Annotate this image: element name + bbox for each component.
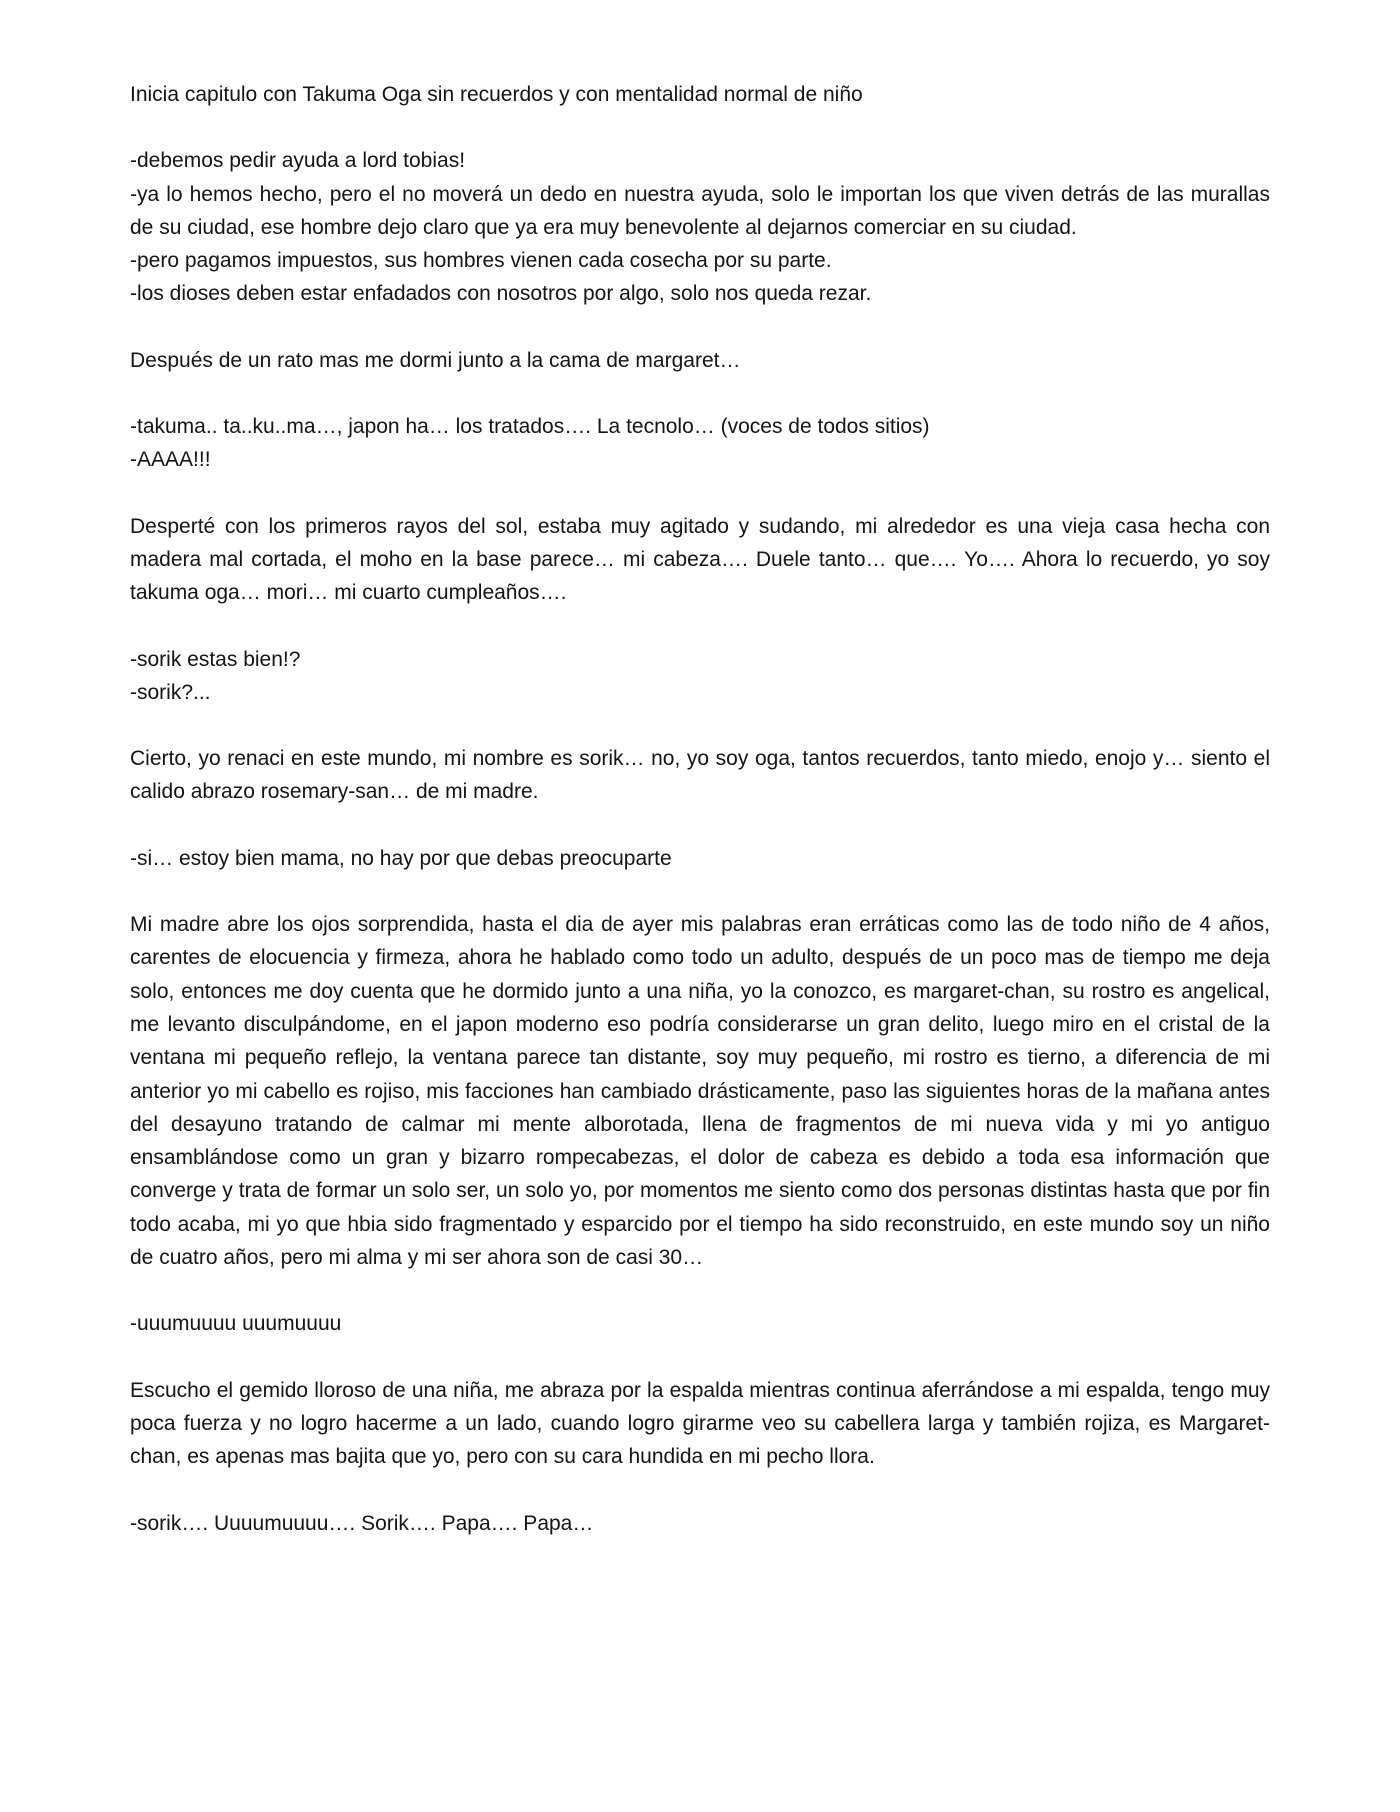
- dialogue-group-3: [130, 643, 1270, 710]
- dialogue-line: -debemos pedir ayuda a lord tobias!: [130, 149, 466, 173]
- dialogue-line: -uuumuuuu uuumuuuu: [130, 1312, 342, 1336]
- dialogue-line: -pero pagamos impuestos, sus hombres vienen cada cosecha por su parte.: [130, 249, 832, 273]
- dialogue-line: -sorik estas bien!?: [130, 647, 301, 671]
- dialogue-line: -los dioses deben estar enfadados con nosotros por algo, solo nos queda rezar.: [130, 282, 872, 306]
- dialogue-line: -takuma.. ta..ku..ma…, japon ha… los tratados…. La tecnolo… (voces de todos sitios): [130, 415, 930, 439]
- dialogue-line: -sorik…. Uuuumuuuu…. Sorik…. Papa…. Papa…: [130, 1511, 594, 1535]
- narration-paragraph: Mi madre abre los ojos sorprendida, hasta el dia de ayer mis palabras eran erráticas como las de todo niño de 4 años, carentes de elocuencia y firmeza, ahora he hablado como todo un adulto, después de un poco mas de tiempo me deja solo, entonces me doy cuenta que he dormido junto a una niña, yo la conozco, es margaret-chan, su rostro es angelical, me levanto disculpándome, en el japon moderno eso podría considerarse un gran delito, luego miro en el cristal de la ventana mi pequeño reflejo, la ventana parece tan distante, soy muy pequeño, mi rostro es tierno, a diferencia de mi anterior yo mi cabello es rojiso, mis facciones han cambiado drásticamente, paso las siguientes horas de la mañana antes del desayuno tratando de calmar mi mente alborotada, llena de fragmentos de mi nueva vida y mi yo antiguo ensamblándose como un gran y bizarro rompecabezas, el dolor de cabeza es debido a toda esa información que converge y trata de formar un solo ser, un solo yo, por momentos me siento como dos personas distintas hasta que por fin todo acaba, mi yo que hbia sido fragmentado y esparcido por el tiempo ha sido reconstruido, en este mundo soy un niño de cuatro años, pero mi alma y mi ser ahora son de casi 30…: [130, 913, 1270, 1270]
- chapter-note: Inicia capitulo con Takuma Oga sin recuerdos y con mentalidad normal de niño: [130, 83, 863, 106]
- document-body: [130, 78, 1270, 1573]
- dialogue-line: -AAAA!!!: [130, 448, 211, 472]
- narration-paragraph: Después de un rato mas me dormi junto a la cama de margaret…: [130, 348, 741, 372]
- dialogue-line: -si… estoy bien mama, no hay por que debas preocuparte: [130, 846, 672, 870]
- dialogue-group-2: [130, 410, 1270, 477]
- dialogue-group-1: [130, 144, 1270, 310]
- narration-paragraph: Escucho el gemido lloroso de una niña, me abraza por la espalda mientras continua aferrándose a mi espalda, tengo muy poca fuerza y no logro hacerme a un lado, cuando logro girarme veo su cabellera larga y también rojiza, es Margaret-chan, es apenas mas bajita que yo, pero con su cara hundida en mi pecho llora.: [130, 1378, 1270, 1469]
- dialogue-line: -sorik?...: [130, 680, 211, 704]
- narration-paragraph: Desperté con los primeros rayos del sol, estaba muy agitado y sudando, mi alrededor es una vieja casa hecha con madera mal cortada, el moho en la base parece… mi cabeza…. Duele tanto… que…. Yo…. Ahora lo recuerdo, yo soy takuma oga… mori… mi cuarto cumpleaños….: [130, 514, 1270, 605]
- dialogue-line: -ya lo hemos hecho, pero el no moverá un dedo en nuestra ayuda, solo le importan los que viven detrás de las murallas de su ciudad, ese hombre dejo claro que ya era muy benevolente al dejarnos comerciar en su ciudad.: [130, 182, 1270, 239]
- narration-paragraph: Cierto, yo renaci en este mundo, mi nombre es sorik… no, yo soy oga, tantos recuerdos, tanto miedo, enojo y… siento el calido abrazo rosemary-san… de mi madre.: [130, 747, 1270, 804]
